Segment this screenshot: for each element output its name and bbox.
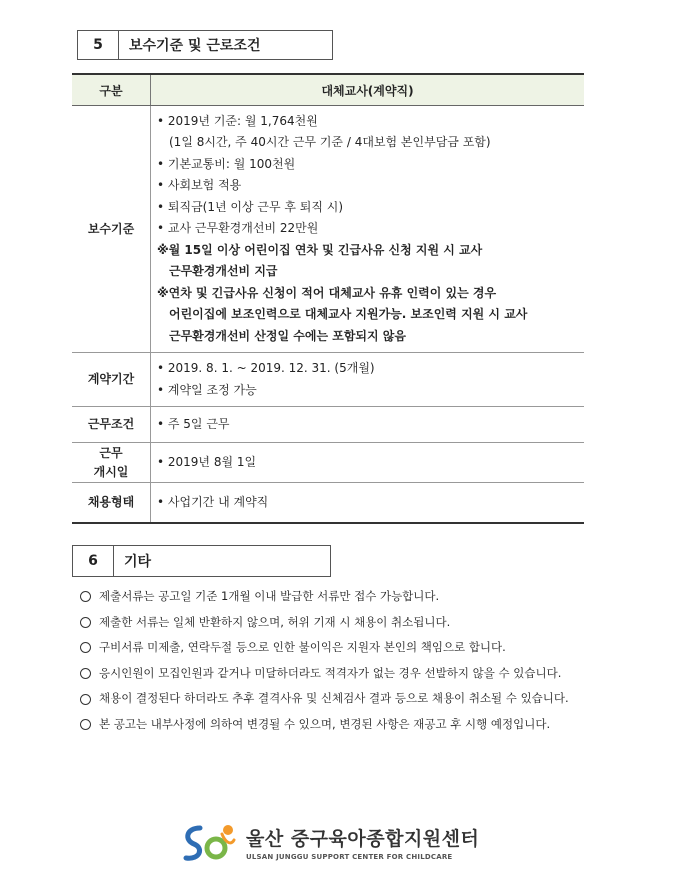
header-substitute-teacher: 대체교사(계약직) [151,74,585,106]
note-text: 제출서류는 공고일 기준 1개월 이내 발급한 서류만 접수 가능합니다. [99,589,440,603]
row-line: • 퇴직금(1년 이상 근무 후 퇴직 시) [157,199,344,214]
row-line: • 기본교통비: 월 100천원 [157,156,296,171]
table-body [72,106,584,523]
circle-bullet-icon [80,668,91,679]
row-label: 보수기준 [72,106,151,353]
circle-bullet-icon [80,591,91,602]
row-label: 근무조건 [72,407,151,443]
table-row [72,353,584,407]
table-row [72,106,584,353]
row-content [151,353,585,407]
note-item [80,686,569,712]
row-label: 계약기간 [72,353,151,407]
note-text: 구비서류 미제출, 연락두절 등으로 인한 불이익은 지원자 본인의 책임으로 합니다. [99,640,506,655]
note-item [80,584,569,610]
row-line: 근무환경개선비 지급 [169,264,278,279]
note-text: 채용이 결정된다 하더라도 추후 결격사유 및 신체검사 결과 등으로 채용이 취소될 수 있습니다. [99,691,569,706]
row-content [151,483,585,523]
organization-name-english: ULSAN JUNGGU SUPPORT CENTER FOR CHILDCARE [246,852,453,861]
section-5-title: 보수기준 및 근로조건 [129,38,261,54]
section-5-heading [77,30,333,60]
section-6-title: 기타 [124,554,152,570]
organization-name [246,824,479,861]
header-category: 구분 [72,74,151,106]
footer [178,820,479,864]
row-label: 근무 개시일 [72,443,151,483]
row-content [151,407,585,443]
note-item [80,712,569,738]
table-row [72,483,584,523]
circle-bullet-icon [80,719,91,730]
row-line: 어린이집에 보조인력으로 대체교사 지원가능. 보조인력 지원 시 교사 [169,307,528,322]
note-item [80,635,569,661]
note-item [80,661,569,687]
row-line: • 계약일 조정 가능 [157,382,257,397]
row-line: • 사회보험 적용 [157,178,242,193]
row-line: • 2019년 8월 1일 [157,454,257,469]
circle-bullet-icon [80,617,91,628]
note-text: 제출한 서류는 일체 반환하지 않으며, 허위 기재 시 채용이 취소됩니다. [99,614,451,629]
row-line: • 주 5일 근무 [157,416,230,431]
notes-list [80,584,569,738]
row-line: • 교사 근무환경개선비 22만원 [157,221,319,236]
row-line: ※연차 및 긴급사유 신청이 적어 대체교사 유휴 인력이 있는 경우 [157,285,497,300]
row-line: • 2019년 기준: 월 1,764천원 [157,113,318,128]
row-line: ※월 15일 이상 어린이집 연차 및 긴급사유 신청 지원 시 교사 [157,242,483,257]
table-row [72,443,584,483]
row-line: (1일 8시간, 주 40시간 근무 기준 / 4대보험 본인부담금 포함) [169,135,491,150]
note-item [80,610,569,636]
section-5-number: 5 [78,31,119,59]
row-content [151,443,585,483]
organization-name-korean: 울산 중구육아종합지원센터 [246,827,480,850]
section-6-heading [72,545,331,577]
row-line: 근무환경개선비 산정일 수에는 포함되지 않음 [169,328,406,343]
center-logo-icon [178,820,238,864]
note-text: 본 공고는 내부사정에 의하여 변경될 수 있으며, 변경된 사항은 재공고 후 시행 예정입니다. [99,716,551,731]
row-line: • 2019. 8. 1. ~ 2019. 12. 31. (5개월) [157,361,375,375]
table-row [72,407,584,443]
row-label: 채용형태 [72,483,151,523]
conditions-table [72,73,584,524]
note-text: 응시인원이 모집인원과 같거나 미달하더라도 적격자가 없는 경우 선발하지 않을 수 있습니다. [99,665,562,680]
table-header-row [72,74,584,106]
circle-bullet-icon [80,642,91,653]
section-6-number: 6 [73,546,114,576]
row-content [151,106,585,353]
row-line: • 사업기간 내 계약직 [157,494,269,509]
circle-bullet-icon [80,694,91,705]
